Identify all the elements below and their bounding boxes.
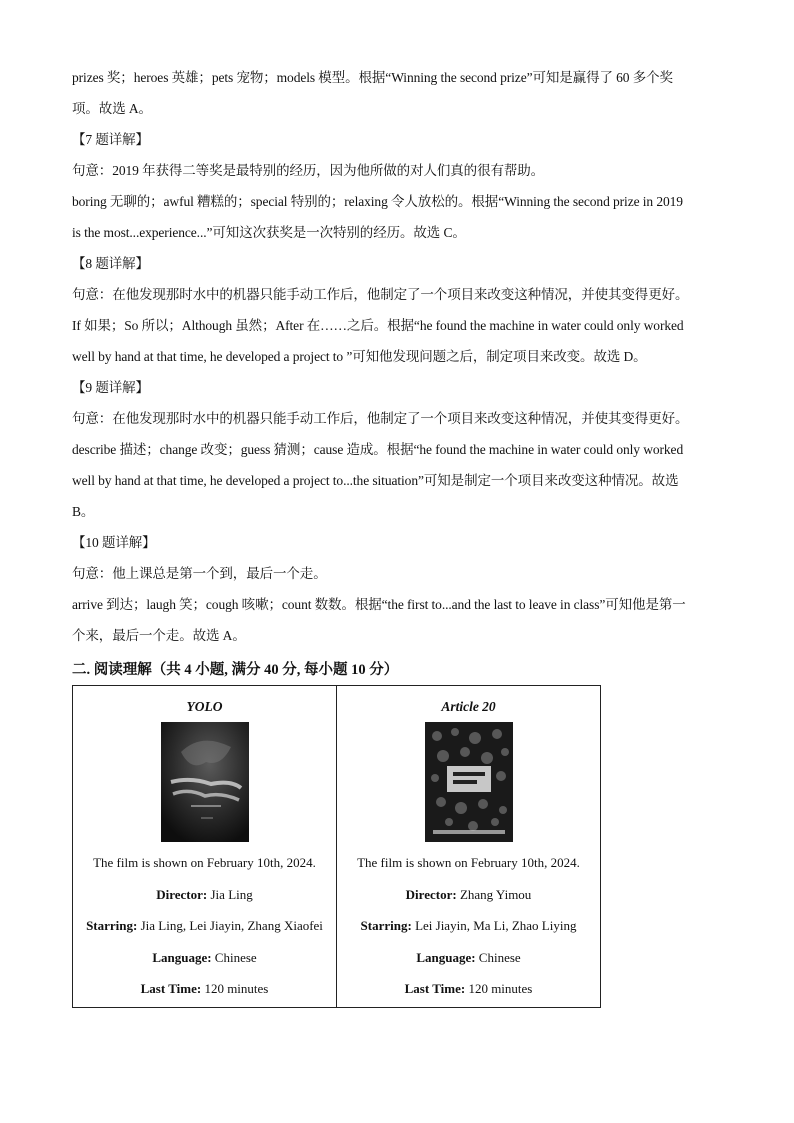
film-poster-image bbox=[425, 722, 513, 842]
question-header: 【10 题详解】 bbox=[72, 535, 156, 550]
text-line: describe 描述；change 改变；guess 猜测；cause 造成。根据“he found the machine in water could only worked bbox=[72, 442, 684, 457]
film-showing-date: The film is shown on February 10th, 2024. bbox=[93, 855, 316, 870]
text-line: 句意：在他发现那时水中的机器只能手动工作后，他制定了一个项目来改变这种情况，并使其变得更好。 bbox=[72, 411, 689, 426]
film-table bbox=[72, 685, 601, 1008]
text-line: arrive 到达；laugh 笑；cough 咳嗽；count 数数。根据“the first to...and the last to leave in class”可知他是第一 bbox=[72, 597, 686, 612]
film-director: Director: Zhang Yimou bbox=[405, 886, 532, 902]
poster-artwork bbox=[425, 722, 513, 842]
text-line: 项。故选 A。 bbox=[72, 101, 152, 116]
film-director: Director: Jia Ling bbox=[156, 886, 253, 902]
question-header: 【7 题详解】 bbox=[72, 132, 149, 147]
text-line: B。 bbox=[72, 504, 95, 519]
text-line: 个来，最后一个走。故选 A。 bbox=[72, 628, 246, 643]
section-heading: 二. 阅读理解（共 4 小题, 满分 40 分, 每小题 10 分） bbox=[72, 662, 399, 678]
film-title: YOLO bbox=[186, 699, 223, 714]
film-language: Language: Chinese bbox=[416, 949, 521, 965]
text-line: boring 无聊的；awful 糟糕的；special 特别的；relaxing 令人放松的。根据“Winning the second prize in 2019 bbox=[72, 194, 683, 209]
text-line: is the most...experience...”可知这次获奖是一次特别的经历。故选 C。 bbox=[72, 225, 466, 240]
question-header: 【8 题详解】 bbox=[72, 256, 149, 271]
film-last-time: Last Time: 120 minutes bbox=[140, 981, 269, 996]
text-line: 句意：在他发现那时水中的机器只能手动工作后，他制定了一个项目来改变这种情况，并使其变得更好。 bbox=[72, 287, 689, 302]
film-cell-yolo bbox=[73, 686, 337, 1008]
text-line: well by hand at that time, he developed a project to...the situation”可知是制定一个项目来改变这种情况。故选 bbox=[72, 473, 679, 488]
text-line: prizes 奖；heroes 英雄；pets 宠物；models 模型。根据“Winning the second prize”可知是赢得了 60 多个奖 bbox=[72, 70, 673, 85]
text-line: well by hand at that time, he developed a project to ”可知他发现问题之后，制定项目来改变。故选 D。 bbox=[72, 349, 647, 364]
text-line: If 如果；So 所以；Although 虽然；After 在……之后。根据“he found the machine in water could only worked bbox=[72, 318, 684, 333]
film-starring: Starring: Jia Ling, Lei Jiayin, Zhang Xiaofei bbox=[86, 918, 323, 933]
question-header: 【9 题详解】 bbox=[72, 380, 149, 395]
film-showing-date: The film is shown on February 10th, 2024. bbox=[357, 855, 580, 870]
poster-artwork bbox=[161, 722, 249, 842]
film-title: Article 20 bbox=[441, 699, 496, 714]
film-language: Language: Chinese bbox=[152, 949, 257, 965]
text-line: 句意：2019 年获得二等奖是最特别的经历，因为他所做的对人们真的很有帮助。 bbox=[72, 163, 545, 178]
film-cell-article-20 bbox=[337, 686, 601, 1008]
text-line: 句意：他上课总是第一个到，最后一个走。 bbox=[72, 566, 327, 581]
film-poster-image bbox=[161, 722, 249, 842]
film-last-time: Last Time: 120 minutes bbox=[404, 981, 533, 996]
film-starring: Starring: Lei Jiayin, Ma Li, Zhao Liying bbox=[360, 918, 577, 933]
explanation-text bbox=[72, 62, 722, 687]
